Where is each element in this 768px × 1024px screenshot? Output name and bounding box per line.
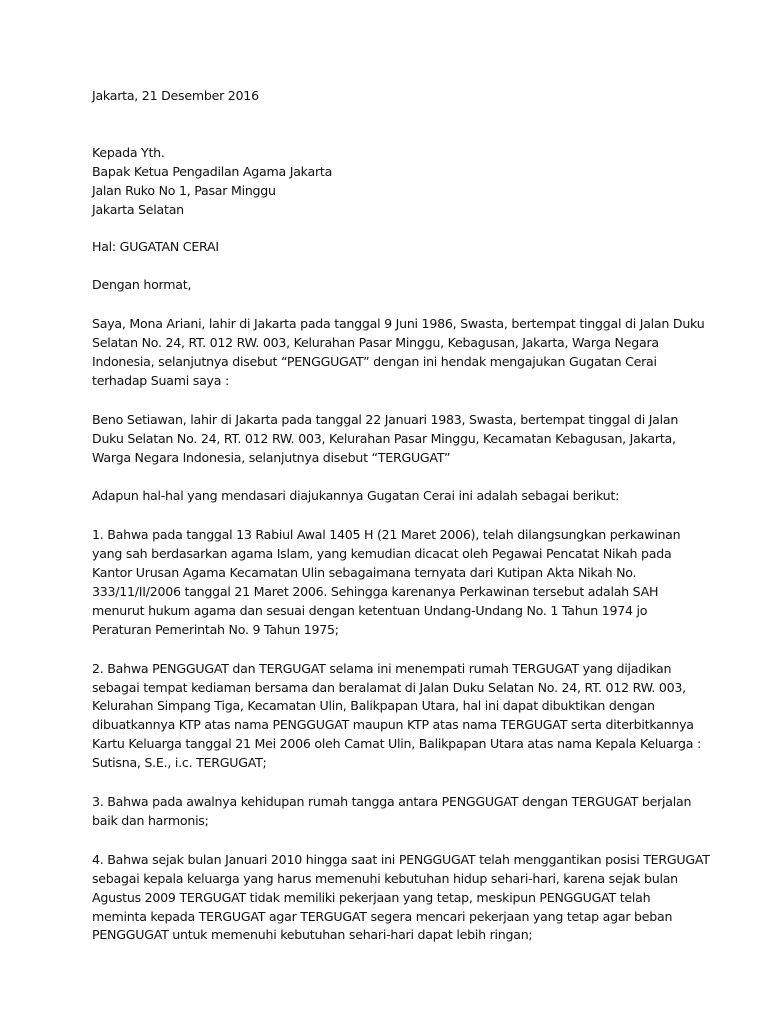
point-2 — [92, 660, 701, 773]
salutation: Dengan hormat, — [92, 277, 192, 293]
paragraph-line: Indonesia, selanjutnya disebut “PENGGUGAT” dengan ini hendak mengajukan Gugatan Cerai — [92, 354, 657, 370]
point-4 — [92, 851, 710, 945]
paragraph-line: Agustus 2009 TERGUGAT tidak memiliki pekerjaan yang tetap, meskipun PENGGUGAT telah — [92, 889, 651, 905]
paragraph-line: Duku Selatan No. 24, RT. 012 RW. 003, Kelurahan Pasar Minggu, Kecamatan Kebagusan, Jakarta, — [92, 430, 676, 446]
paragraph-line: PENGGUGAT untuk memenuhi kebutuhan sehari-hari dapat lebih ringan; — [92, 927, 533, 943]
paragraph-line: sebagai kepala keluarga yang harus memenuhi kebutuhan hidup sehari-hari, karena sejak bulan — [92, 870, 678, 886]
paragraph-line: Selatan No. 24, RT. 012 RW. 003, Kelurahan Pasar Minggu, Kebagusan, Jakarta, Warga Negara — [92, 335, 659, 351]
date-line: Jakarta, 21 Desember 2016 — [92, 88, 259, 103]
plaintiff-paragraph — [92, 315, 705, 391]
recipient-line: Jalan Ruko No 1, Pasar Minggu — [92, 182, 276, 198]
paragraph-line: 333/11/II/2006 tanggal 21 Maret 2006. Sehingga karenanya Perkawinan tersebut adalah SAH — [92, 584, 659, 600]
paragraph-line: terhadap Suami saya : — [92, 372, 229, 388]
paragraph-line: Peraturan Pemerintah No. 9 Tahun 1975; — [92, 621, 339, 637]
paragraph-line: Beno Setiawan, lahir di Jakarta pada tanggal 22 Januari 1983, Swasta, bertempat tinggal di Jalan — [92, 411, 679, 427]
defendant-paragraph — [92, 411, 682, 468]
recipient-line: Bapak Ketua Pengadilan Agama Jakarta — [92, 163, 333, 179]
paragraph-line: yang sah berdasarkan agama Islam, yang kemudian dicacat oleh Pegawai Pencatat Nikah pada — [92, 546, 672, 562]
reasons-intro: Adapun hal-hal yang mendasari diajukannya Gugatan Cerai ini adalah sebagai berikut: — [92, 488, 620, 504]
subject-line: Hal: GUGATAN CERAI — [92, 239, 219, 255]
paragraph-line: menurut hukum agama dan sesuai dengan ketentuan Undang-Undang No. 1 Tahun 1974 jo — [92, 602, 648, 618]
paragraph-line: sebagai tempat kediaman bersama dan beralamat di Jalan Duku Selatan No. 24, RT. 012 RW. 003, — [92, 679, 686, 695]
paragraph-line: meminta kepada TERGUGAT agar TERGUGAT segera mencari pekerjaan yang tetap agar beban — [92, 908, 673, 924]
paragraph-line: Saya, Mona Ariani, lahir di Jakarta pada tanggal 9 Juni 1986, Swasta, bertempat tinggal di Jalan Duku — [92, 316, 705, 332]
paragraph-line: Kartu Keluarga tanggal 21 Mei 2006 oleh Camat Ulin, Balikpapan Utara atas nama Kepala Keluarga : — [92, 736, 701, 752]
point-3 — [92, 793, 692, 831]
paragraph-line: 1. Bahwa pada tanggal 13 Rabiul Awal 1405 H (21 Maret 2006), telah dilangsungkan perkawinan — [92, 527, 681, 543]
recipient-line: Jakarta Selatan — [92, 201, 184, 217]
paragraph-line: dibuatkannya KTP atas nama PENGGUGAT maupun KTP atas nama TERGUGAT serta diterbitkannya — [92, 717, 694, 733]
paragraph-line: 4. Bahwa sejak bulan Januari 2010 hingga saat ini PENGGUGAT telah menggantikan posisi TERGUGAT — [92, 851, 710, 867]
paragraph-line: Warga Negara Indonesia, selanjutnya disebut “TERGUGAT” — [92, 449, 451, 465]
paragraph-line: 3. Bahwa pada awalnya kehidupan rumah tangga antara PENGGUGAT dengan TERGUGAT berjalan — [92, 794, 692, 810]
point-1 — [92, 526, 682, 639]
paragraph-line: Sutisna, S.E., i.c. TERGUGAT; — [92, 755, 267, 771]
paragraph-line: 2. Bahwa PENGGUGAT dan TERGUGAT selama ini menempati rumah TERGUGAT yang dijadikan — [92, 660, 672, 676]
paragraph-line: baik dan harmonis; — [92, 812, 209, 828]
recipient-block — [92, 144, 682, 220]
recipient-line: Kepada Yth. — [92, 144, 165, 160]
paragraph-line: Kelurahan Simpang Tiga, Kecamatan Ulin, Balikpapan Utara, hal ini dapat dibuktikan dengan — [92, 698, 655, 714]
letter-body — [92, 87, 710, 945]
paragraph-line: Kantor Urusan Agama Kecamatan Ulin sebagaimana ternyata dari Kutipan Akta Nikah No. — [92, 565, 637, 581]
